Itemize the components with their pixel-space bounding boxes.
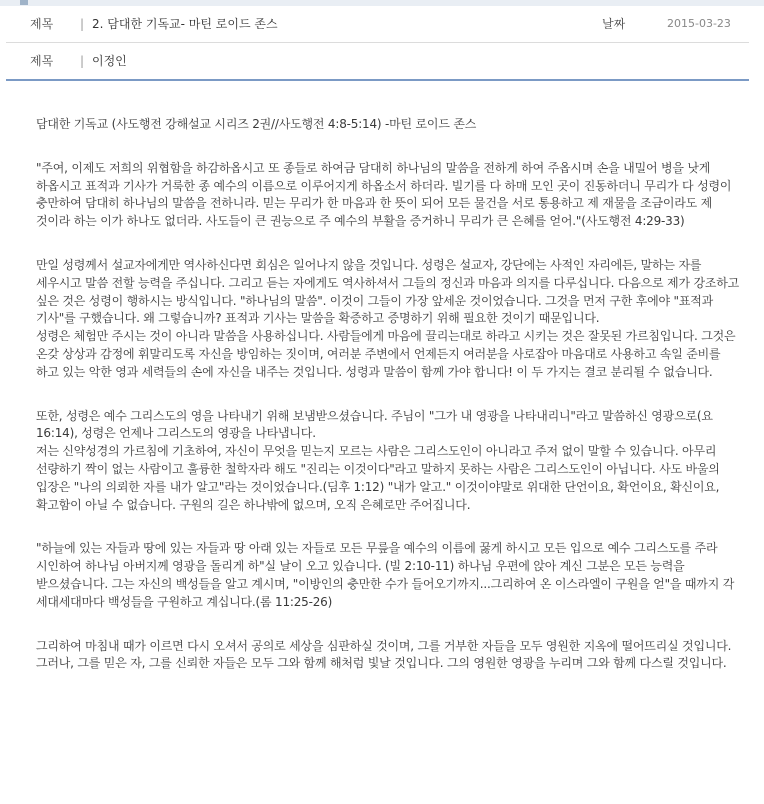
top-strip-marker (20, 0, 28, 5)
author-label: 제목 (30, 54, 54, 68)
article-heading: 담대한 기독교 (사도행전 강해설교 시리즈 2권//사도행전 4:8-5:14) -마틴 로이드 존스 (36, 117, 477, 131)
paragraph: "주여, 이제도 저희의 위협함을 하감하옵시고 또 종들로 하여금 담대히 하나님의 말씀을 전하게 하여 주옵시며 손을 내밀어 병을 낫게 하옵시고 표적과 기사가 거룩한 종 예수의 이름으로 이루어지게 하옵소서 하더라. 빌기를 다 하매 모인 곳이 진동하더니 무리가 다 성령이 충만하여 담대히 하나님의 말씀을 전하니라. 믿는 무리가 한 마음과 한 뜻이 되어 모든 물건을 서로 통용하고 제 재물을 조금이라도 제 것이라 하는 이가 하나도 없더라. 사도들이 큰 권능으로 주 예수의 부활을 증거하니 무리가 큰 은혜를 얻어."(사도행전 4:29-33) (36, 160, 732, 229)
meta-row-title (6, 6, 749, 43)
paragraph: 그리하여 마침내 때가 이르면 다시 오셔서 공의로 세상을 심판하실 것이며, 그를 거부한 자들을 모두 영원한 지옥에 떨어뜨리실 것입니다. 그러나, 그를 믿은 자, 그를 신뢰한 자들은 모두 그와 함께 해처럼 빛날 것입니다. 그의 영원한 영광을 누리며 그와 함께 다스릴 것입니다. (36, 638, 732, 671)
post-meta-table (6, 6, 749, 81)
title-separator: | (80, 17, 85, 31)
article-body (36, 116, 742, 673)
post-author: 이정인 (92, 54, 127, 68)
paragraph: 만일 성령께서 설교자에게만 역사하신다면 회심은 일어나지 않을 것입니다. 성령은 설교자, 강단에는 사적인 자리에든, 말하는 자를 세우시고 말씀 전할 능력을 주십니다. 그리고 듣는 자에게도 역사하셔서 그들의 정신과 마음과 의지를 다루십니다. 다음으로 제가 강조하고 싶은 것은 성령이 행하시는 방식입니다. "하나님의 말씀". 이것이 그들이 가장 앞세운 것이었습니다. 그것을 먼저 구한 후에야 "표적과 기사"를 구했습니다. 왜 그렇습니까? 표적과 기사는 말씀을 확증하고 증명하기 위해 필요한 것이기 때문입니다. 성령은 체험만 주시는 것이 아니라 말씀을 사용하십니다. 사람들에게 마음에 끌리는대로 하라고 시키는 것은 잘못된 가르침입니다. 그것은 온갖 상상과 감정에 휘말리도록 자신을 방임하는 짓이며, 여러분 주변에서 언제든지 여러분을 사로잡아 마음대로 사용하고 속일 준비를 하고 있는 악한 영과 세력들의 손에 자신을 내주는 것입니다. 성령과 말씀이 함께 가야 합니다! 이 두 가지는 결코 분리될 수 없습니다. (36, 257, 740, 379)
paragraph: "하늘에 있는 자들과 땅에 있는 자들과 땅 아래 있는 자들로 모든 무릎을 예수의 이름에 꿇게 하시고 모든 입으로 예수 그리스도를 주라 시인하여 하나님 아버지께 영광을 돌리게 하"실 날이 오고 있습니다. (빌 2:10-11) 하나님 우편에 앉아 계신 그분은 모든 능력을 받으셨습니다. 그는 자신의 백성들을 알고 계시며, "이방인의 충만한 수가 들어오기까지...그리하여 온 이스라엘이 구원을 얻"을 때까지 각 세대세대마다 백성들을 구원하고 계십니다.(롬 11:25-26) (36, 541, 735, 609)
paragraph: 또한, 성령은 예수 그리스도의 영을 나타내기 위해 보냄받으셨습니다. 주님이 "그가 내 영광을 나타내리니"라고 말씀하신 영광으로(요 16:14), 성령은 언제나 그리스도의 영광을 나타냅니다. 저는 신약성경의 가르침에 기초하여, 자신이 무엇을 믿는지 모르는 사람은 그리스도인이 아니라고 주저 없이 말할 수 있습니다. 아무리 선량하기 짝이 없는 사람이고 훌륭한 철학자라 해도 "진리는 이것이다"라고 말하지 못하는 사람은 그리스도인이 아닙니다. 사도 바울의 입장은 "나의 의뢰한 자를 내가 알고"라는 것이었습니다.(딤후 1:12) "내가 알고." 이것이야말로 위대한 단언이요, 확언이요, 확신이요, 확고함이 아닐 수 없습니다. 구원의 길은 하나밖에 없으며, 오직 은혜로만 주어집니다. (36, 408, 720, 512)
date-label: 날짜 (602, 17, 626, 31)
meta-row-author (6, 43, 749, 81)
post-title: 2. 담대한 기독교- 마틴 로이드 존스 (92, 17, 278, 31)
title-label: 제목 (30, 17, 54, 31)
post-date: 2015-03-23 (667, 17, 731, 30)
author-separator: | (80, 54, 85, 68)
